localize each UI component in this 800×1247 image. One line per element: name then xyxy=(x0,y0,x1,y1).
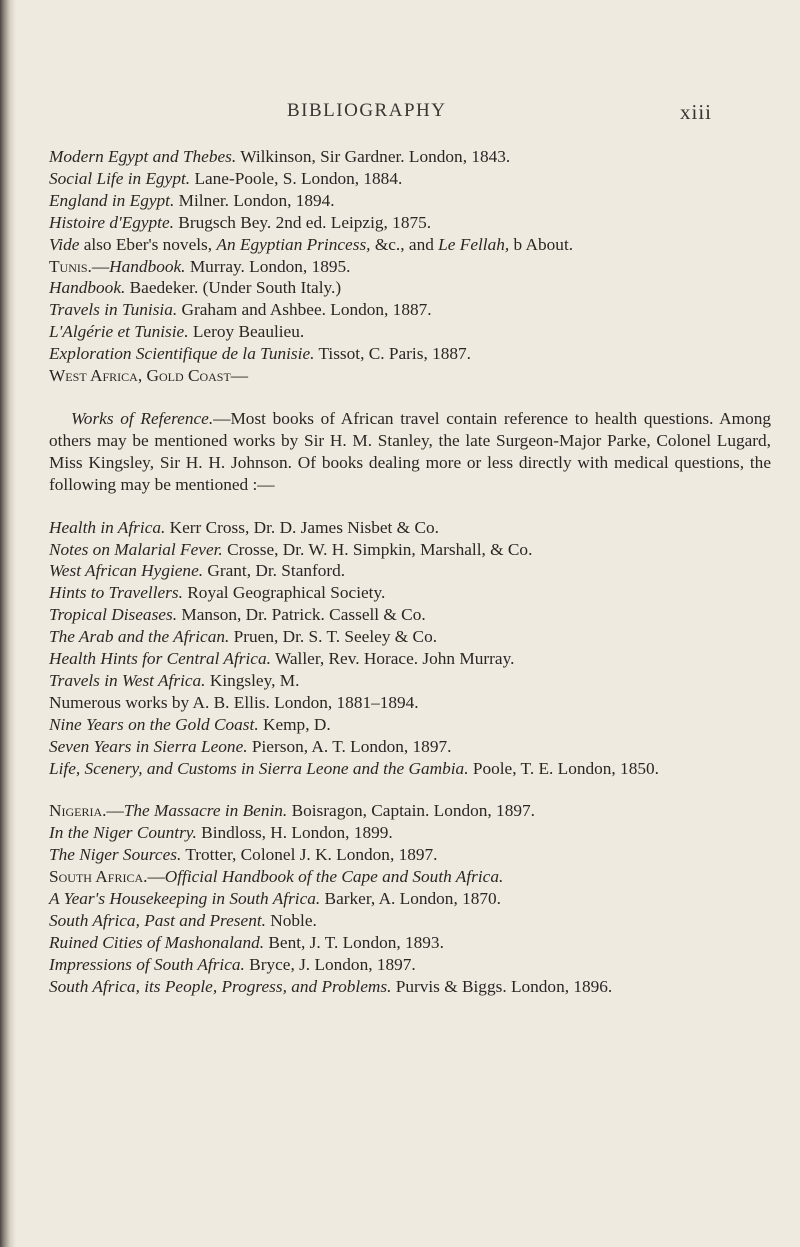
vide-text: also Eber's novels, xyxy=(79,234,217,254)
entry-title: Handbook. xyxy=(109,256,186,276)
spacer xyxy=(49,496,771,517)
entry-details: Barker, A. London, 1870. xyxy=(320,889,501,909)
bib-entry xyxy=(49,582,771,604)
entry-title: South Africa, Past and Present. xyxy=(49,911,266,930)
entry-details: Boisragon, Captain. London, 1897. xyxy=(287,801,535,821)
bib-entry xyxy=(49,299,771,321)
entry-details: Noble. xyxy=(265,911,317,930)
dash: — xyxy=(91,256,110,276)
entry-title: Seven Years in Sierra Leone. xyxy=(49,736,248,756)
bib-entry xyxy=(49,604,771,626)
entry-title: Travels in Tunisia. xyxy=(49,300,178,320)
bib-entry xyxy=(49,648,771,670)
entry-details: Kingsley, M. xyxy=(205,670,300,690)
entry-title: Modern Egypt and Thebes. xyxy=(49,147,237,166)
vide-entry xyxy=(49,234,771,256)
entry-details: Brugsch Bey. 2nd ed. Leipzig, 1875. xyxy=(173,212,432,232)
entry-details: Kerr Cross, Dr. D. James Nisbet & Co. xyxy=(165,517,439,537)
paragraph-body: —Most books of African travel contain reference to health questions. Among others may be mentioned works by Sir H. M. Stanley, the late Surgeon-Major Parke, Colonel Lugard, Miss Kingsley, Sir H. H. Johnson. Of books dealing more or less directly with medical questions, the following may be mentioned :— xyxy=(49,408,772,494)
entry-title: Health Hints for Central Africa. xyxy=(49,649,271,669)
entry-title: Handbook. xyxy=(49,278,126,298)
nigeria-entry xyxy=(49,800,771,822)
entry-title: Travels in West Africa. xyxy=(49,670,206,690)
bib-entry xyxy=(49,736,771,758)
page-number: xiii xyxy=(680,100,713,124)
entry-title: West African Hygiene. xyxy=(49,561,204,581)
running-head: BIBLIOGRAPHY xyxy=(287,100,447,121)
entry-details: Pierson, A. T. London, 1897. xyxy=(247,736,452,756)
entry-details: Waller, Rev. Horace. John Murray. xyxy=(270,649,515,669)
section-label-south-africa: South Africa. xyxy=(49,867,148,887)
page-header xyxy=(0,100,800,130)
dash: — xyxy=(106,801,124,821)
bib-entry: Numerous works by A. B. Ellis. London, 1881–1894. xyxy=(49,692,419,712)
bib-entry xyxy=(49,212,771,234)
entry-details: Trotter, Colonel J. K. London, 1897. xyxy=(181,845,438,865)
bib-entry xyxy=(49,190,771,212)
bib-entry xyxy=(49,670,771,692)
south-africa-entry xyxy=(49,866,771,888)
entry-details: Grant, Dr. Stanford. xyxy=(203,561,346,581)
entry-title: Life, Scenery, and Customs in Sierra Leone and the Gambia. xyxy=(49,758,469,778)
bib-entry xyxy=(49,844,771,866)
entry-details: Bindloss, H. London, 1899. xyxy=(196,823,393,843)
entry-title: Nine Years on the Gold Coast. xyxy=(49,714,259,734)
entry-details: Lane-Poole, S. London, 1884. xyxy=(190,168,403,188)
bib-entry xyxy=(49,146,771,168)
vide-text: &c., and xyxy=(370,234,439,254)
bib-entry xyxy=(49,517,771,539)
bib-entry xyxy=(49,976,771,998)
entry-title: Social Life in Egypt. xyxy=(49,168,191,188)
bib-entry xyxy=(49,321,771,343)
entry-title: South Africa, its People, Progress, and Problems. xyxy=(49,976,392,996)
bib-entry xyxy=(49,932,771,954)
entry-title: Notes on Malarial Fever. xyxy=(49,539,223,559)
entry-details: Baedeker. (Under South Italy.) xyxy=(125,278,342,298)
entry-title: The Massacre in Benin. xyxy=(123,801,288,821)
entry-title: In the Niger Country. xyxy=(49,823,197,843)
entry-title: Ruined Cities of Mashonaland. xyxy=(49,932,265,952)
entry-details: Crosse, Dr. W. H. Simpkin, Marshall, & Co. xyxy=(222,539,533,559)
reference-paragraph xyxy=(49,408,771,496)
bib-entry xyxy=(49,626,771,648)
entry-details: Kemp, D. xyxy=(258,714,331,734)
entry-details: Graham and Ashbee. London, 1887. xyxy=(177,300,432,320)
bib-entry xyxy=(49,560,771,582)
entry-details: Manson, Dr. Patrick. Cassell & Co. xyxy=(177,605,426,625)
entry-title: A Year's Housekeeping in South Africa. xyxy=(49,889,321,909)
entry-details: Murray. London, 1895. xyxy=(185,256,351,276)
entry-details: Tissot, C. Paris, 1887. xyxy=(314,344,471,364)
bib-entry xyxy=(49,168,771,190)
vide-text: b About. xyxy=(509,234,574,254)
tunis-entry xyxy=(49,256,771,278)
entry-title: The Arab and the African. xyxy=(49,627,230,647)
entry-title: Exploration Scientifique de la Tunisie. xyxy=(49,344,315,364)
bibliography-body xyxy=(49,146,771,998)
entry-title: The Niger Sources. xyxy=(49,845,182,865)
section-label-tunis: Tunis. xyxy=(49,256,92,276)
bib-entry xyxy=(49,539,771,561)
entry-details: Bryce, J. London, 1897. xyxy=(244,954,416,974)
entry-title: Official Handbook of the Cape and South Africa. xyxy=(164,867,504,887)
entry-title: Hints to Travellers. xyxy=(49,583,183,603)
entry-title: Tropical Diseases. xyxy=(49,605,178,625)
spacer xyxy=(49,387,771,408)
section-label-nigeria: Nigeria. xyxy=(49,801,107,821)
entry-details: Purvis & Biggs. London, 1896. xyxy=(391,976,613,996)
bib-entry xyxy=(49,758,771,780)
entry-title: Impressions of South Africa. xyxy=(49,954,245,974)
entry-details: Wilkinson, Sir Gardner. London, 1843. xyxy=(236,147,511,166)
vide-word: Vide xyxy=(49,234,80,254)
entry-details: Pruen, Dr. S. T. Seeley & Co. xyxy=(229,627,438,647)
section-heading-west-africa: West Africa, Gold Coast— xyxy=(49,366,249,386)
spacer xyxy=(49,779,771,800)
bib-entry xyxy=(49,954,771,976)
bib-entry xyxy=(49,910,771,932)
entry-title: An Egyptian Princess, xyxy=(216,234,371,254)
entry-title: Le Fellah, xyxy=(438,234,510,254)
dash: — xyxy=(147,867,165,887)
entry-details: Milner. London, 1894. xyxy=(174,190,335,210)
bib-entry xyxy=(49,343,771,365)
entry-details: Royal Geographical Society. xyxy=(182,583,386,603)
entry-details: Poole, T. E. London, 1850. xyxy=(468,758,659,778)
entry-title: Health in Africa. xyxy=(49,517,166,537)
entry-details: Bent, J. T. London, 1893. xyxy=(264,932,444,952)
book-spine-shadow xyxy=(0,0,16,1247)
bib-entry xyxy=(49,822,771,844)
entry-title: Histoire d'Egypte. xyxy=(49,212,174,232)
bib-entry xyxy=(49,888,771,910)
paragraph-title: Works of Reference. xyxy=(71,408,214,428)
bib-entry xyxy=(49,714,771,736)
entry-details: Leroy Beaulieu. xyxy=(188,322,305,342)
entry-title: England in Egypt. xyxy=(49,190,175,210)
bib-entry xyxy=(49,277,771,299)
entry-title: L'Algérie et Tunisie. xyxy=(49,322,189,342)
